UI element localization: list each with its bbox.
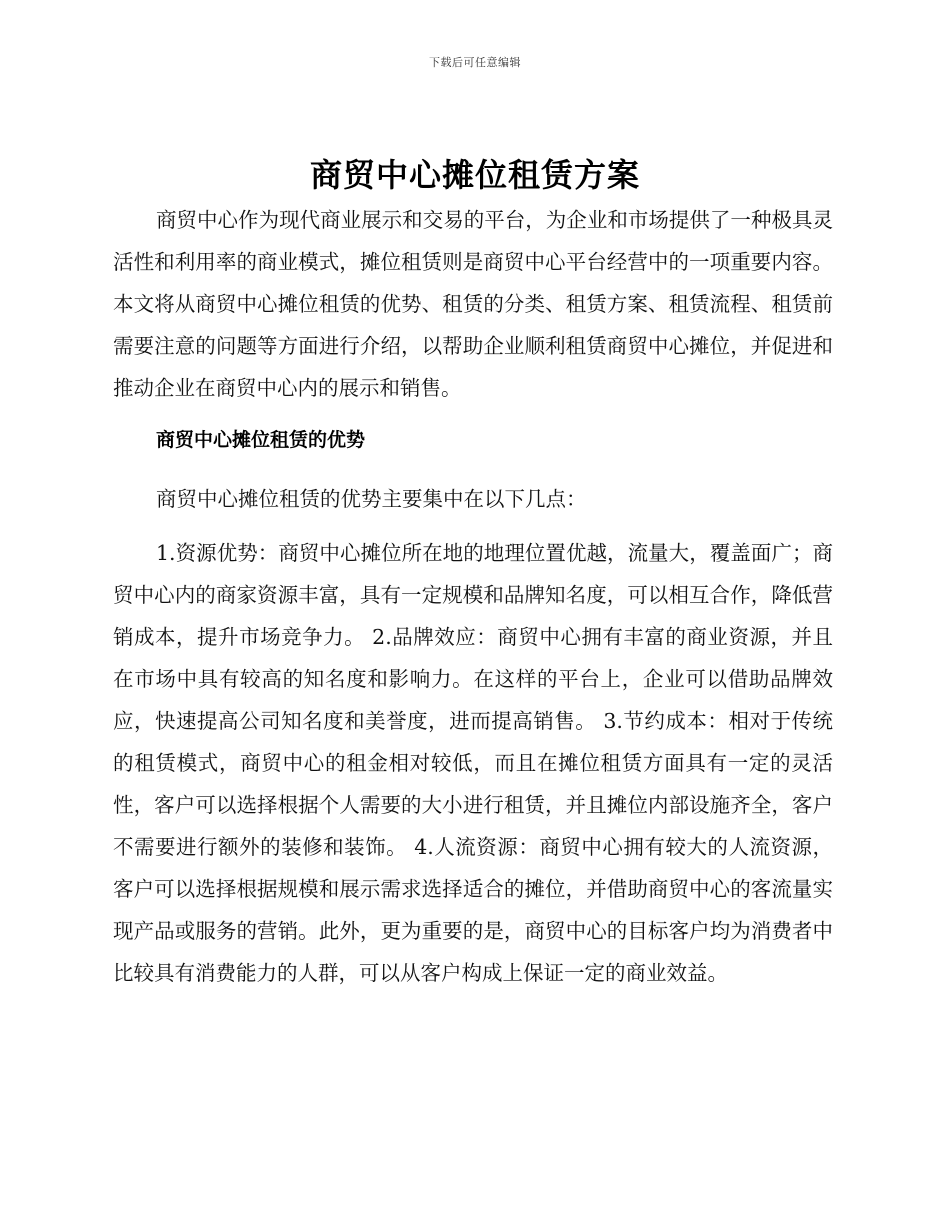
section-heading: 商贸中心摊位租赁的优势 — [156, 429, 366, 451]
section-body-paragraph: 1.资源优势：商贸中心摊位所在地的地理位置优越，流量大，覆盖面广；商贸中心内的商家资源丰富，具有一定规模和品牌知名度，可以相互合作，降低营销成本，提升市场竞争力。 2.品牌效应：商贸中心拥有丰富的商业资源，并且在市场中具有较高的知名度和影响力。在这样的平台上，企业可以借助品牌效应，快速提高公司知名度和美誉度，进而提高销售。 3.节约成本：相对于传统的租赁模式，商贸中心的租金相对较低，而且在摊位租赁方面具有一定的灵活性，客户可以选择根据个人需要的大小进行租赁，并且摊位内部设施齐全，客户不需要进行额外的装修和装饰。 4.人流资源：商贸中心拥有较大的人流资源，客户可以选择根据规模和展示需求选择适合的摊位，并借助商贸中心的客流量实现产品或服务的营销。此外，更为重要的是，商贸中心的目标客户均为消费者中比较具有消费能力的人群，可以从客户构成上保证一定的商业效益。 — [113, 541, 833, 985]
intro-paragraph: 商贸中心作为现代商业展示和交易的平台，为企业和市场提供了一种极具灵活性和利用率的商业模式，摊位租赁则是商贸中心平台经营中的一项重要内容。本文将从商贸中心摊位租赁的优势、租赁的分类、租赁方案、租赁流程、租赁前需要注意的问题等方面进行介绍，以帮助企业顺利租赁商贸中心摊位，并促进和推动企业在商贸中心内的展示和销售。 — [113, 208, 833, 400]
page-title: 商贸中心摊位租赁方案 — [309, 156, 640, 194]
header-note: 下载后可任意编辑 — [429, 56, 521, 69]
section-lead-paragraph: 商贸中心摊位租赁的优势主要集中在以下几点： — [156, 487, 587, 511]
